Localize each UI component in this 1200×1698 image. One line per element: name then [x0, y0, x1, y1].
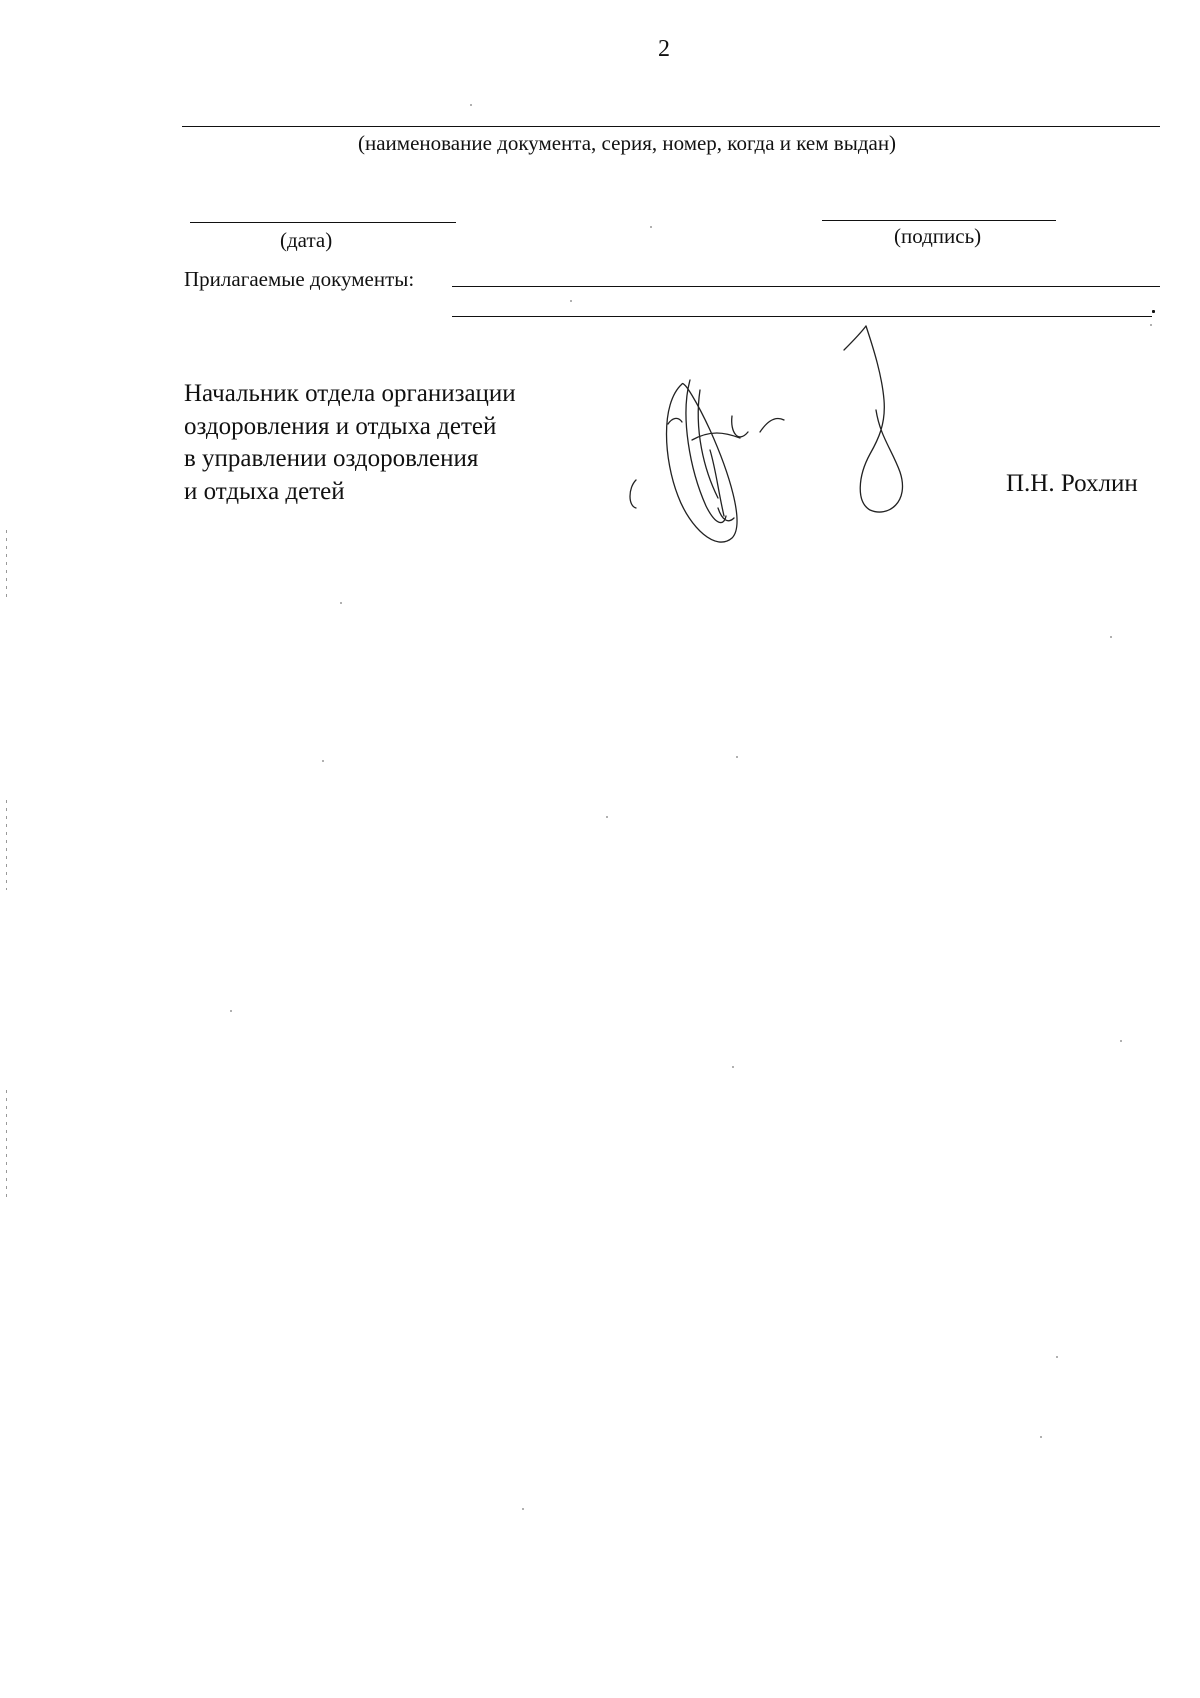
scan-speck [230, 1010, 232, 1012]
scan-speck [1150, 324, 1152, 326]
signer-position-line-2: оздоровления и отдыха детей [184, 412, 497, 440]
scan-speck [522, 1508, 524, 1510]
scan-edge-mark [6, 1090, 7, 1200]
scan-speck [322, 760, 324, 762]
signer-position-line-3: в управлении оздоровления [184, 445, 479, 472]
document-details-caption: (наименование документа, серия, номер, когда и кем выдан) [358, 131, 897, 155]
page-number: 2 [658, 36, 670, 62]
signature-caption: (подпись) [894, 224, 982, 248]
signer-position-line-1: Начальник отдела организации [184, 380, 516, 407]
scan-speck [570, 300, 572, 302]
scan-speck [470, 104, 472, 106]
signer-position-line-4: и отдыха детей [184, 477, 345, 505]
scan-speck [732, 1066, 734, 1068]
scan-speck [736, 756, 738, 758]
scan-edge-mark [6, 800, 7, 890]
attachments-label: Прилагаемые документы: [184, 267, 415, 291]
scan-edge-mark [6, 530, 7, 600]
scan-speck [650, 226, 652, 228]
signer-position [184, 378, 516, 508]
attachments-line-1 [452, 286, 1160, 287]
scan-speck [1040, 1436, 1042, 1438]
date-caption: (дата) [280, 228, 333, 252]
scan-speck [1056, 1356, 1058, 1358]
scan-speck [1120, 1040, 1122, 1042]
scan-speck [606, 816, 608, 818]
document-details-line [182, 126, 1160, 127]
date-line [190, 222, 456, 223]
attachments-line-2 [452, 316, 1152, 317]
scan-speck [340, 602, 342, 604]
signature-line [822, 220, 1056, 221]
scan-speck [1110, 636, 1112, 638]
signer-name: П.Н. Рохлин [1006, 470, 1138, 497]
attachments-end-period [1152, 310, 1155, 313]
handwritten-signature [620, 320, 940, 550]
